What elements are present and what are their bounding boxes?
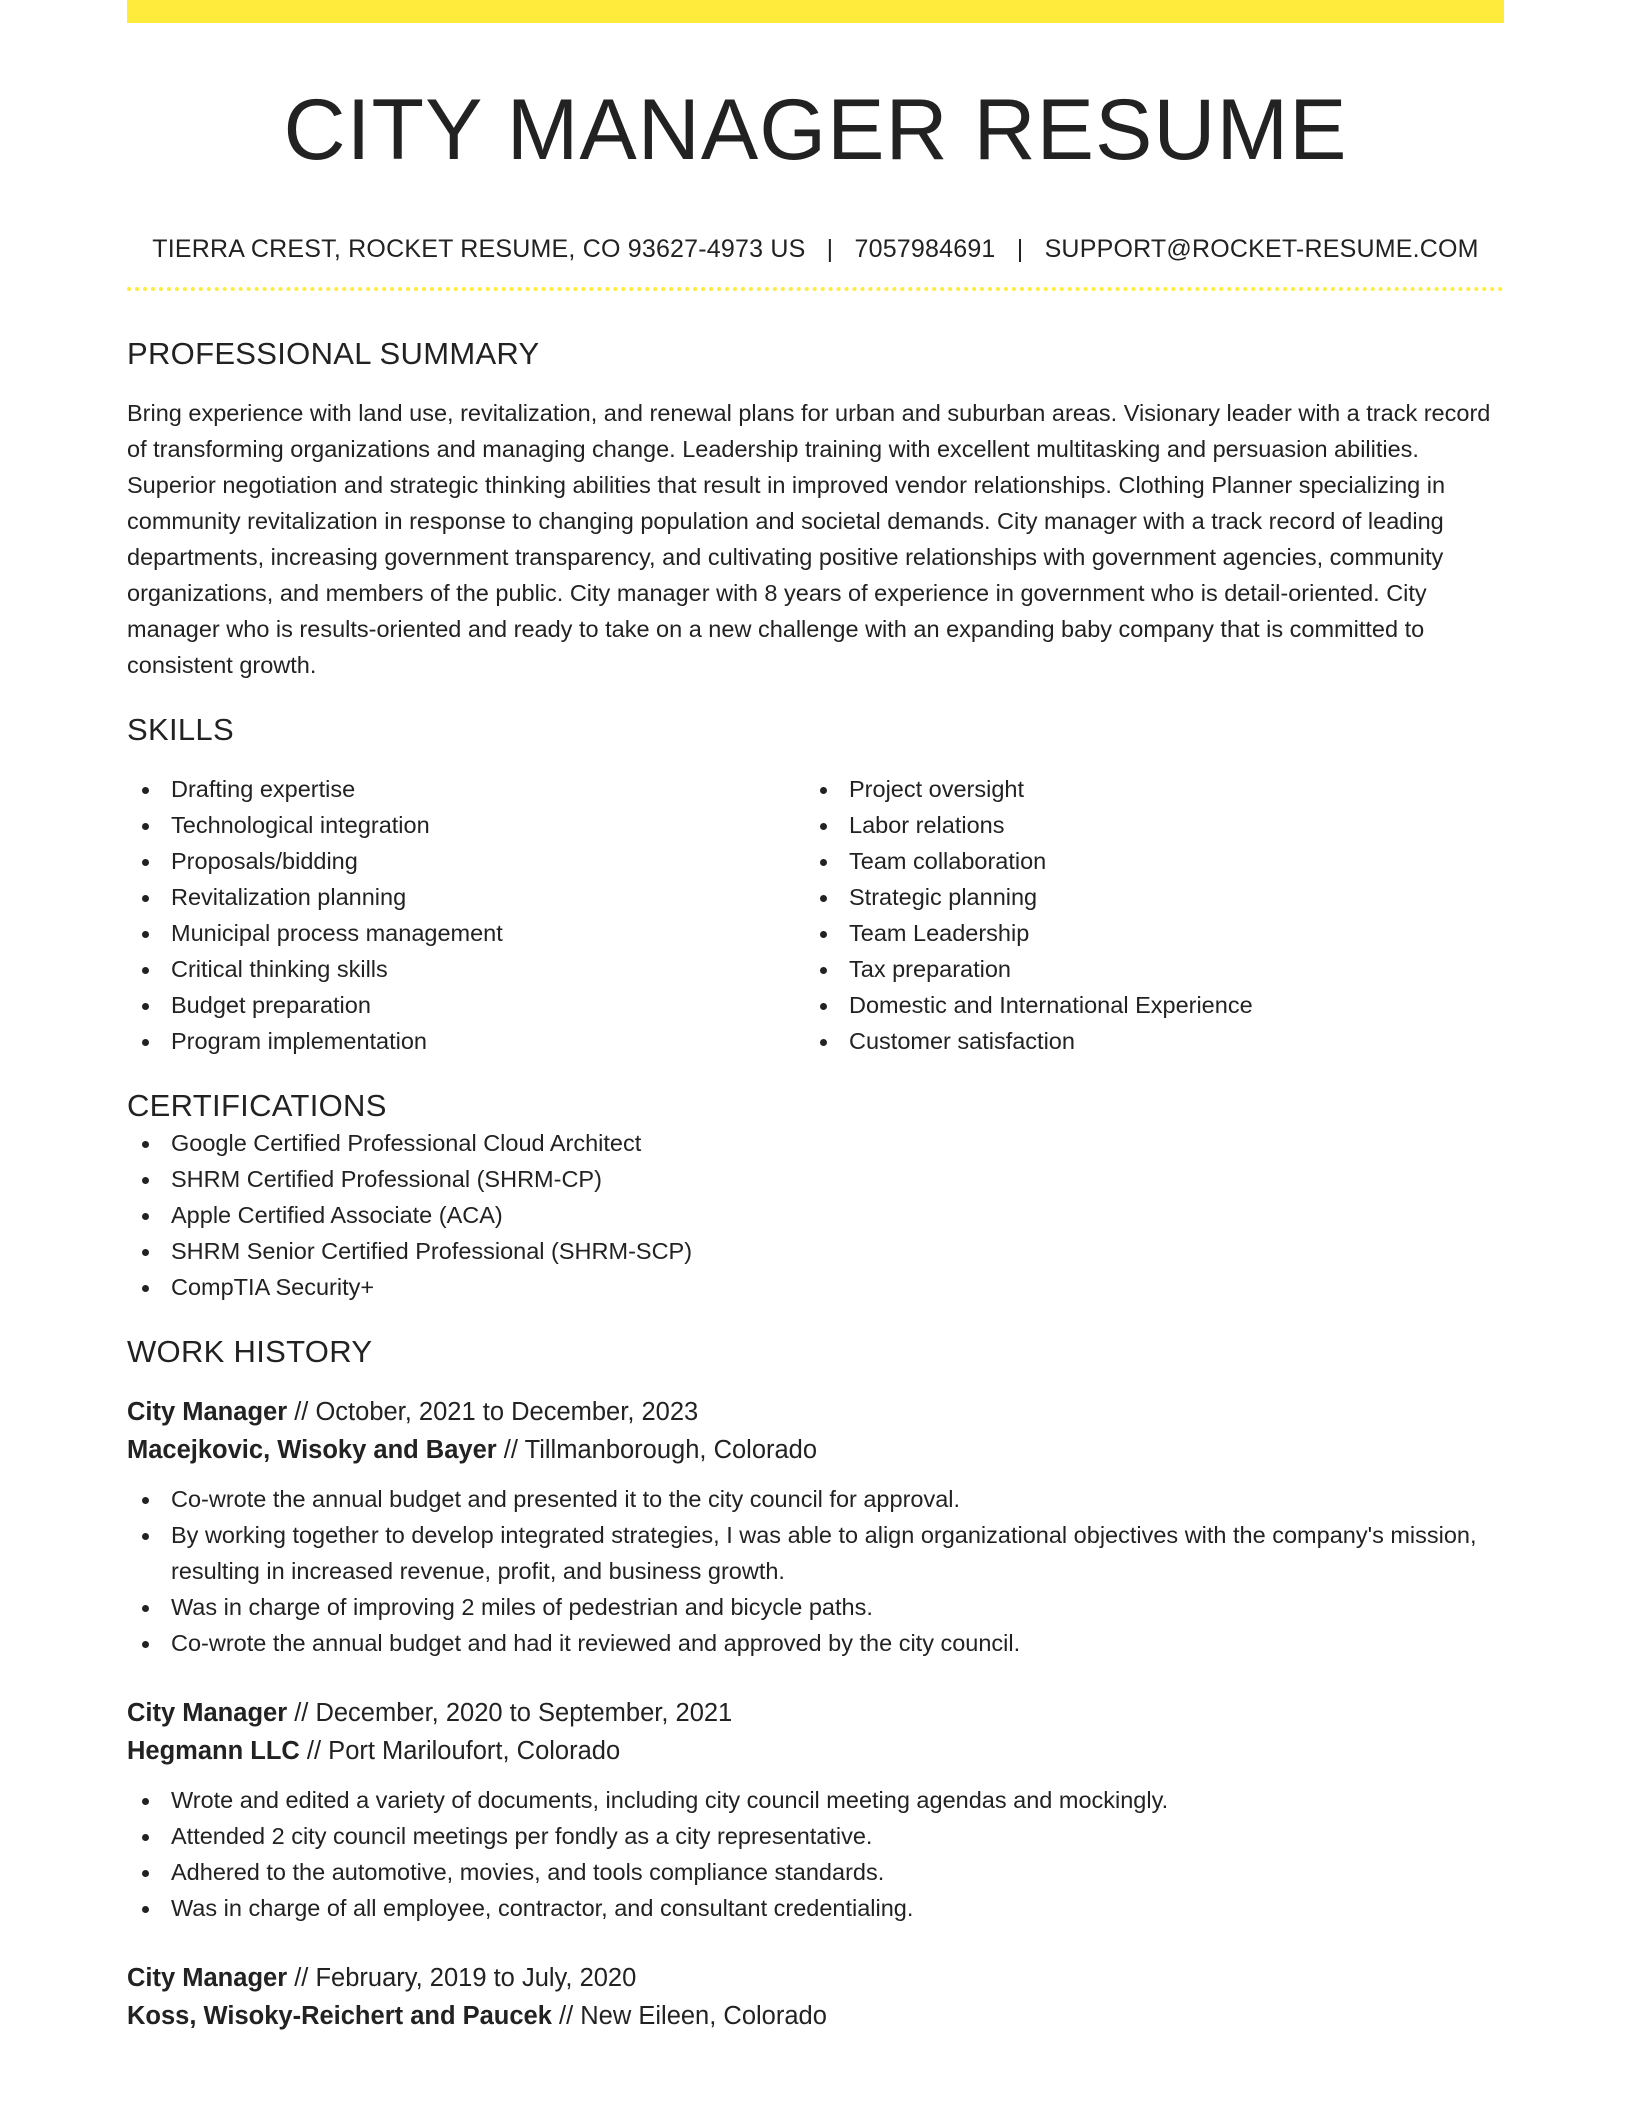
skill-item: Critical thinking skills (127, 951, 805, 987)
job-title-line (127, 1694, 1504, 1732)
contact-phone: 7057984691 (854, 235, 996, 263)
contact-address: TIERRA CREST, ROCKET RESUME, CO 93627-4973 US (152, 235, 806, 263)
skill-item: Municipal process management (127, 915, 805, 951)
contact-separator: | (1016, 235, 1024, 263)
job-title-line (127, 1393, 1504, 1431)
skill-item: Team Leadership (805, 915, 1483, 951)
job-dates: // February, 2019 to July, 2020 (287, 1964, 637, 1992)
contact-separator: | (826, 235, 834, 263)
job-title: City Manager (127, 1964, 288, 1992)
job-company-line (127, 1997, 1504, 2035)
job-company-line (127, 1732, 1504, 1770)
job-duty: Co-wrote the annual budget and had it reviewed and approved by the city council. (127, 1625, 1504, 1661)
job-company-line (127, 1431, 1504, 1469)
job-duty: Was in charge of all employee, contractor, and consultant credentialing. (127, 1890, 1504, 1926)
skill-item: Drafting expertise (127, 771, 805, 807)
job-location: // Tillmanborough, Colorado (496, 1436, 818, 1464)
job-duty: Co-wrote the annual budget and presented it to the city council for approval. (127, 1481, 1504, 1517)
skills-heading: SKILLS (127, 712, 234, 747)
contact-line (127, 234, 1504, 264)
certifications-list (127, 1125, 1504, 1305)
job-title: City Manager (127, 1398, 288, 1426)
summary-heading: PROFESSIONAL SUMMARY (127, 336, 540, 371)
skills-list-right (805, 771, 1483, 1059)
skill-item: Project oversight (805, 771, 1483, 807)
job-entry (127, 1959, 1504, 2035)
job-location: // New Eileen, Colorado (551, 2002, 827, 2030)
job-title-line (127, 1959, 1504, 1997)
job-duty: Wrote and edited a variety of documents, including city council meeting agendas and mockingly. (127, 1782, 1504, 1818)
job-duty: Adhered to the automotive, movies, and tools compliance standards. (127, 1854, 1504, 1890)
certification-item: SHRM Certified Professional (SHRM-CP) (127, 1161, 1504, 1197)
skill-item: Revitalization planning (127, 879, 805, 915)
job-dates: // December, 2020 to September, 2021 (287, 1699, 733, 1727)
skill-item: Strategic planning (805, 879, 1483, 915)
skill-item: Domestic and International Experience (805, 987, 1483, 1023)
job-duty: Was in charge of improving 2 miles of pedestrian and bicycle paths. (127, 1589, 1504, 1625)
job-entry (127, 1393, 1504, 1661)
skill-item: Tax preparation (805, 951, 1483, 987)
job-location: // Port Mariloufort, Colorado (299, 1737, 621, 1765)
job-duties (127, 1782, 1504, 1926)
job-company: Macejkovic, Wisoky and Bayer (127, 1436, 497, 1464)
dotted-divider (127, 287, 1504, 291)
skill-item: Technological integration (127, 807, 805, 843)
skills-list-left (127, 771, 805, 1059)
resume-content (127, 0, 1504, 2035)
job-entry (127, 1694, 1504, 1926)
skill-item: Labor relations (805, 807, 1483, 843)
job-duties (127, 1481, 1504, 1661)
summary-text: Bring experience with land use, revitalization, and renewal plans for urban and suburban areas. Visionary leader with a track record of transforming organizations and managing change. Leadership training with excellent multitasking and persuasion abilities. Superior negotiation and strategic thinking abilities that result in improved vendor relationships. Clothing Planner specializing in community revitalization in response to changing population and societal demands. City manager with a track record of leading departments, increasing government transparency, and cultivating positive relationships with government agencies, community organizations, and members of the public. City manager with 8 years of experience in government who is detail-oriented. City manager who is results-oriented and ready to take on a new challenge with an expanding baby company that is committed to consistent growth. (127, 400, 1491, 678)
skill-item: Proposals/bidding (127, 843, 805, 879)
certification-item: Apple Certified Associate (ACA) (127, 1197, 1504, 1233)
job-company: Koss, Wisoky-Reichert and Paucek (127, 2002, 552, 2030)
skill-item: Team collaboration (805, 843, 1483, 879)
job-dates: // October, 2021 to December, 2023 (287, 1398, 699, 1426)
contact-email: SUPPORT@ROCKET-RESUME.COM (1044, 235, 1479, 263)
resume-title: CITY MANAGER RESUME (283, 82, 1348, 178)
work-history-heading: WORK HISTORY (127, 1334, 373, 1369)
skill-item: Budget preparation (127, 987, 805, 1023)
job-duty: By working together to develop integrated strategies, I was able to align organizational objectives with the company's mission, resulting in increased revenue, profit, and business growth. (127, 1517, 1504, 1589)
skill-item: Customer satisfaction (805, 1023, 1483, 1059)
skills-grid (127, 771, 1504, 1059)
job-title: City Manager (127, 1699, 288, 1727)
skill-item: Program implementation (127, 1023, 805, 1059)
job-duty: Attended 2 city council meetings per fondly as a city representative. (127, 1818, 1504, 1854)
certifications-heading: CERTIFICATIONS (127, 1088, 387, 1123)
job-company: Hegmann LLC (127, 1737, 300, 1765)
certification-item: SHRM Senior Certified Professional (SHRM-SCP) (127, 1233, 1504, 1269)
certification-item: CompTIA Security+ (127, 1269, 1504, 1305)
certification-item: Google Certified Professional Cloud Architect (127, 1125, 1504, 1161)
